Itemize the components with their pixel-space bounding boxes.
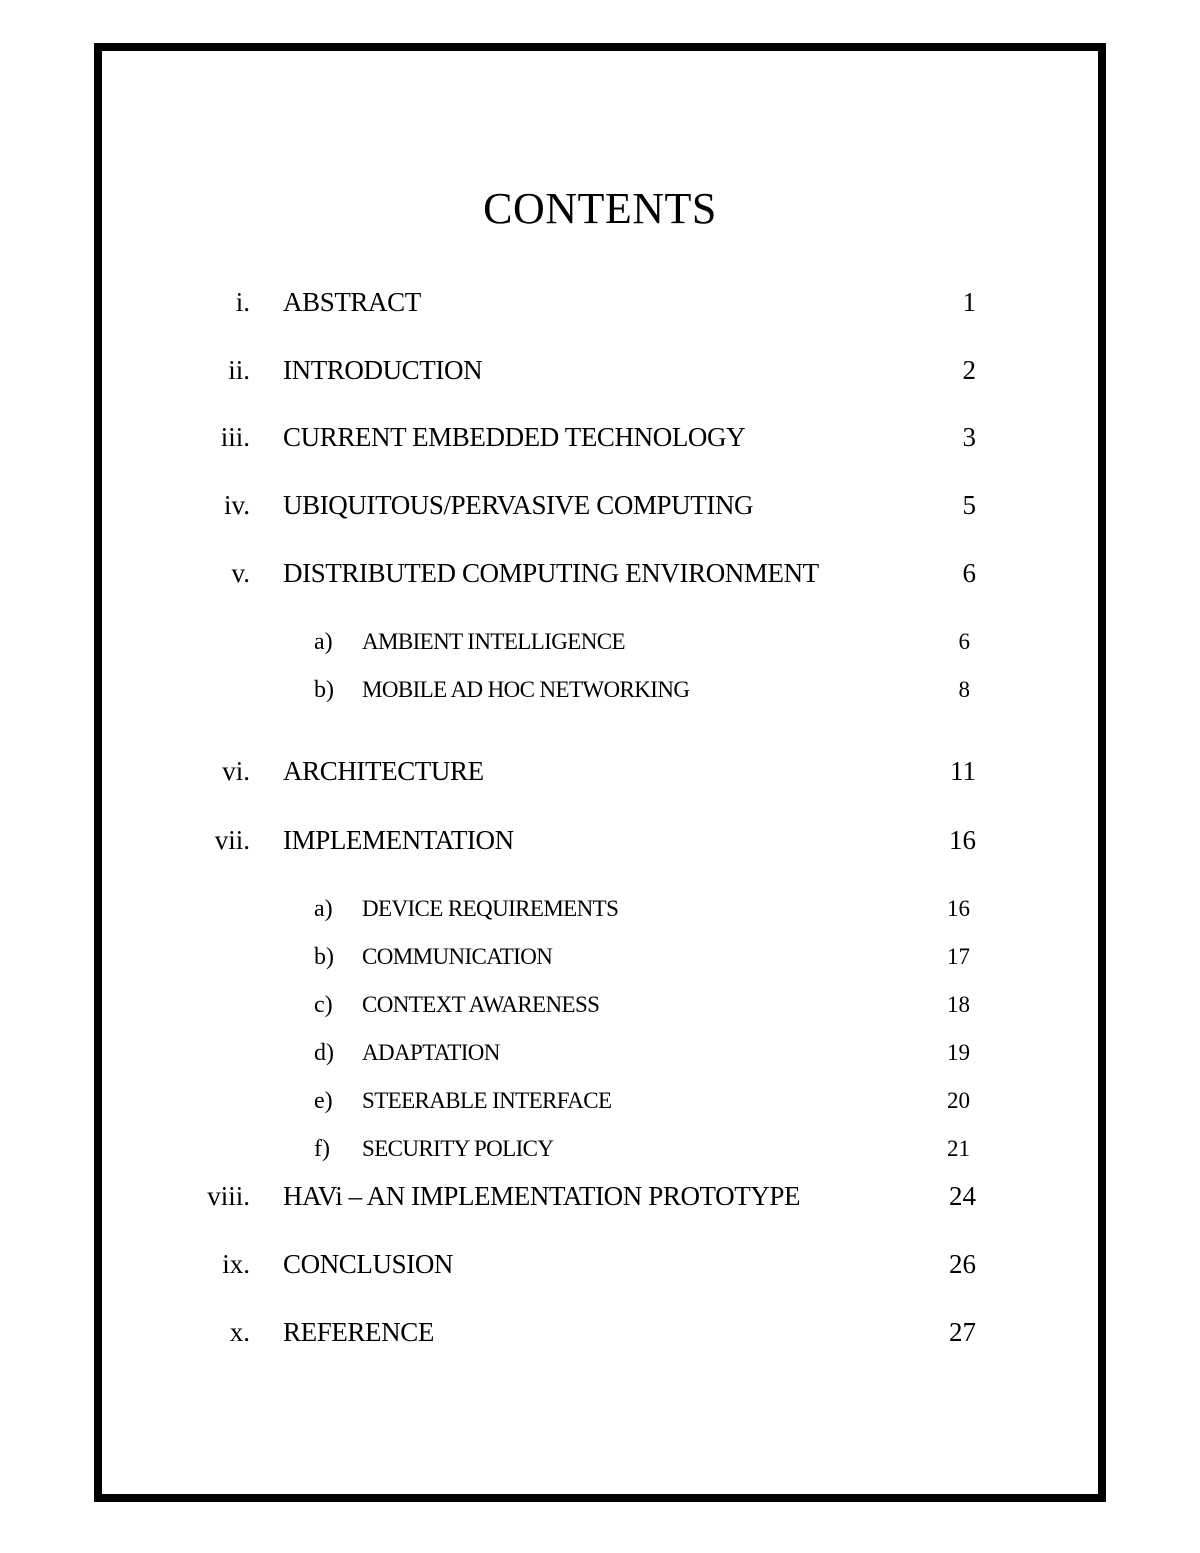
- toc-entry: [0, 553, 1200, 593]
- entry-number: b): [314, 677, 334, 703]
- toc-entry: [0, 1176, 1200, 1216]
- entry-number: viii.: [207, 1181, 250, 1211]
- entry-number: iii.: [220, 422, 250, 452]
- entry-title: MOBILE AD HOC NETWORKING: [362, 677, 690, 702]
- entry-number: e): [314, 1088, 333, 1114]
- toc-subentry: [0, 622, 1200, 662]
- entry-number: d): [314, 1040, 334, 1066]
- toc-subentry: [0, 937, 1200, 977]
- entry-title: ADAPTATION: [362, 1040, 500, 1065]
- entry-number: vi.: [222, 756, 250, 786]
- page-title: CONTENTS: [483, 184, 717, 233]
- entry-title: DISTRIBUTED COMPUTING ENVIRONMENT: [283, 558, 819, 588]
- entry-number: i.: [235, 287, 250, 317]
- toc-entry: [0, 485, 1200, 525]
- entry-number: x.: [229, 1317, 250, 1347]
- entry-number: a): [314, 629, 333, 655]
- entry-page: 11: [950, 756, 976, 786]
- entry-number: v.: [231, 558, 250, 588]
- entry-page: 26: [949, 1249, 976, 1279]
- entry-page: 6: [962, 558, 976, 588]
- toc-entry: [0, 820, 1200, 860]
- toc-subentry: [0, 889, 1200, 929]
- entry-title: AMBIENT INTELLIGENCE: [362, 629, 625, 654]
- entry-title: CURRENT EMBEDDED TECHNOLOGY: [283, 422, 746, 452]
- entry-page: 20: [947, 1088, 970, 1113]
- entry-title: CONCLUSION: [283, 1249, 454, 1279]
- entry-title: INTRODUCTION: [283, 355, 483, 385]
- toc-entry: [0, 1312, 1200, 1352]
- entry-page: 21: [947, 1136, 970, 1161]
- toc-subentry: [0, 670, 1200, 710]
- entry-page: 18: [947, 992, 970, 1017]
- entry-page: 17: [947, 944, 970, 969]
- toc-subentry: [0, 1081, 1200, 1121]
- entry-number: vii.: [214, 825, 250, 855]
- entry-number: a): [314, 896, 333, 922]
- toc-entry: [0, 417, 1200, 457]
- entry-title: HAVi – AN IMPLEMENTATION PROTOTYPE: [283, 1181, 801, 1211]
- entry-title: STEERABLE INTERFACE: [362, 1088, 612, 1113]
- toc-entry: [0, 751, 1200, 791]
- entry-title: DEVICE REQUIREMENTS: [362, 896, 619, 921]
- toc-subentry: [0, 1033, 1200, 1073]
- entry-page: 8: [958, 677, 970, 702]
- entry-page: 19: [947, 1040, 970, 1065]
- entry-number: c): [314, 992, 333, 1018]
- entry-page: 27: [949, 1317, 976, 1347]
- toc-subentry: [0, 985, 1200, 1025]
- toc-entry: [0, 282, 1200, 322]
- entry-title: ABSTRACT: [283, 287, 421, 317]
- entry-number: f): [314, 1136, 330, 1162]
- entry-title: UBIQUITOUS/PERVASIVE COMPUTING: [283, 490, 754, 520]
- entry-title: COMMUNICATION: [362, 944, 553, 969]
- entry-number: b): [314, 944, 334, 970]
- entry-title: ARCHITECTURE: [283, 756, 484, 786]
- entry-page: 24: [949, 1181, 976, 1211]
- entry-number: iv.: [224, 490, 250, 520]
- toc-subentry: [0, 1129, 1200, 1169]
- toc-entry: [0, 350, 1200, 390]
- entry-page: 2: [962, 355, 976, 385]
- entry-number: ix.: [222, 1249, 250, 1279]
- entry-title: SECURITY POLICY: [362, 1136, 554, 1161]
- entry-page: 6: [958, 629, 970, 654]
- entry-page: 16: [947, 896, 970, 921]
- toc-entry: [0, 1244, 1200, 1284]
- entry-page: 16: [949, 825, 976, 855]
- entry-page: 1: [962, 287, 976, 317]
- entry-page: 5: [962, 490, 976, 520]
- entry-title: REFERENCE: [283, 1317, 434, 1347]
- entry-page: 3: [962, 422, 976, 452]
- entry-number: ii.: [228, 355, 250, 385]
- entry-title: IMPLEMENTATION: [283, 825, 514, 855]
- entry-title: CONTEXT AWARENESS: [362, 992, 600, 1017]
